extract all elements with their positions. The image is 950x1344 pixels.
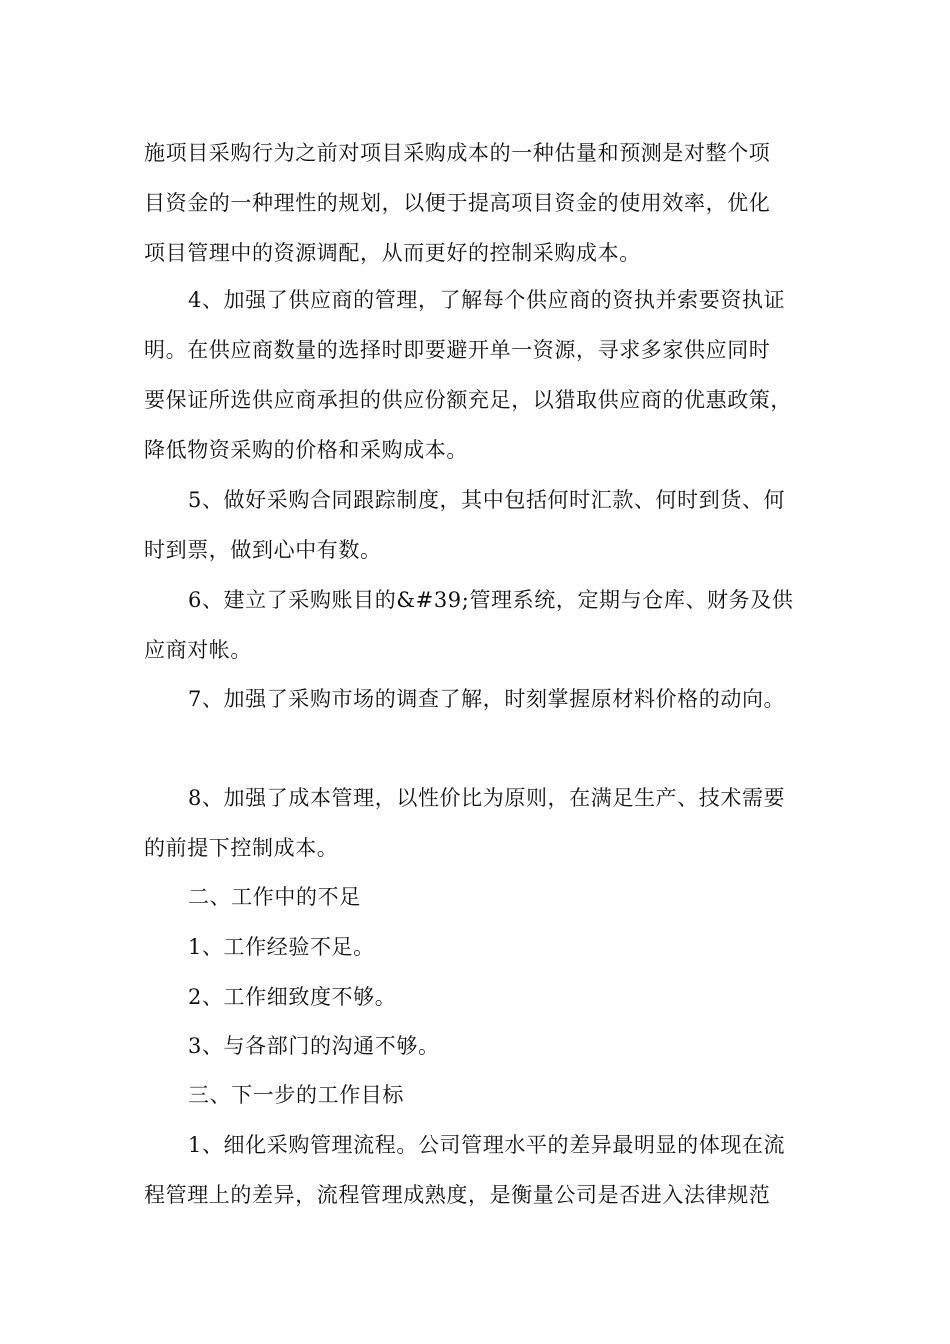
text-line: 施项目采购行为之前对项目采购成本的一种估量和预测是对整个项 (144, 141, 771, 165)
text-line: 8、加强了成本管理，以性价比为原则，在满足生产、技术需要 (188, 786, 786, 810)
text-line: 1、工作经验不足。 (188, 935, 375, 959)
text-line: 三、下一步的工作目标 (188, 1083, 404, 1107)
section-heading-next-goals (144, 1070, 824, 1120)
paragraph-goal-1 (144, 1120, 824, 1220)
text-line: 应商对帐。 (144, 638, 252, 662)
paragraph-item-4 (144, 275, 824, 475)
text-line: 二、工作中的不足 (188, 885, 361, 909)
text-line: 7、加强了采购市场的调查了解，时刻掌握原材料价格的动向。 (188, 687, 786, 711)
text-line: 程管理上的差异，流程管理成熟度，是衡量公司是否进入法律规范 (144, 1183, 771, 1207)
text-line: 目资金的一种理性的规划，以便于提高项目资金的使用效率，优化 (144, 191, 771, 215)
text-line: 1、细化采购管理流程。公司管理水平的差异最明显的体现在流 (188, 1133, 786, 1157)
paragraph-item-5 (144, 475, 824, 575)
text-line: 6、建立了采购账目的&#39;管理系统，定期与仓库、财务及供 (188, 588, 794, 612)
list-item-shortcoming-1 (144, 922, 824, 972)
text-line: 降低物资采购的价格和采购成本。 (144, 438, 468, 462)
text-line: 2、工作细致度不够。 (188, 985, 397, 1009)
list-item-shortcoming-2 (144, 972, 824, 1022)
section-heading-shortcomings (144, 872, 824, 922)
text-line: 4、加强了供应商的管理，了解每个供应商的资执并索要资执证 (188, 288, 786, 312)
text-line: 5、做好采购合同跟踪制度，其中包括何时汇款、何时到货、何 (188, 488, 786, 512)
text-line: 明。在供应商数量的选择时即要避开单一资源，寻求多家供应同时 (144, 338, 771, 362)
paragraph-item-7 (144, 674, 824, 724)
list-item-shortcoming-3 (144, 1021, 824, 1071)
paragraph-item-8 (144, 773, 824, 873)
text-line: 时到票，做到心中有数。 (144, 538, 382, 562)
text-line: 3、与各部门的沟通不够。 (188, 1034, 440, 1058)
paragraph-procurement-cost-estimate (144, 128, 824, 278)
paragraph-item-6 (144, 575, 824, 675)
text-line: 要保证所选供应商承担的供应份额充足，以猎取供应商的优惠政策， (144, 388, 792, 412)
text-line: 项目管理中的资源调配，从而更好的控制采购成本。 (144, 241, 641, 265)
text-line: 的前提下控制成本。 (144, 836, 339, 860)
